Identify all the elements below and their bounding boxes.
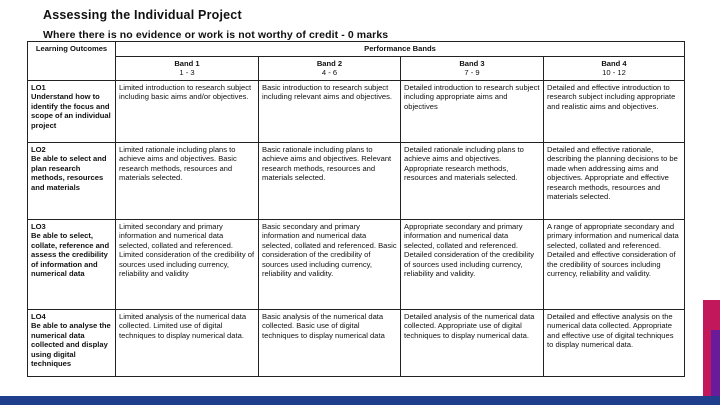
band-cell xyxy=(259,81,401,143)
criteria-text: Detailed analysis of the numerical data collected. Appropriate use of digital techniques to display numerical data. xyxy=(404,312,535,340)
learning-outcome-cell xyxy=(28,310,116,377)
band-marks: 1 - 3 xyxy=(179,68,195,78)
learning-outcome-text: Be able to select and plan research methods, resources and materials xyxy=(31,154,107,192)
criteria-text: Detailed rationale including plans to achieve aims and objectives. Appropriate research methods, resources and materials selected. xyxy=(404,145,524,183)
criteria-text: Limited rationale including plans to achieve aims and objectives. Basic research methods, resources and materials selected. xyxy=(119,145,237,183)
learning-outcome-text: Be able to select, collate, reference and assess the credibility of information and numerical data xyxy=(31,231,110,279)
band-cell xyxy=(544,143,685,220)
band-marks: 7 - 9 xyxy=(464,68,480,78)
performance-bands-header: Performance Bands xyxy=(116,42,685,57)
band-cell xyxy=(401,220,544,310)
criteria-text: Detailed and effective analysis on the numerical data collected. Appropriate and effective use of digital techniques to display numerical data. xyxy=(547,312,674,350)
band-cell xyxy=(544,310,685,377)
table-row xyxy=(28,310,685,377)
band-cell xyxy=(401,143,544,220)
criteria-text: Basic analysis of the numerical data collected. Basic use of digital techniques to display numerical data xyxy=(262,312,385,340)
band-label: Band 4 xyxy=(601,59,627,68)
band-cell xyxy=(401,81,544,143)
band-header xyxy=(544,57,685,81)
learning-outcome-code: LO2 xyxy=(31,145,46,154)
band-label: Band 2 xyxy=(316,59,343,68)
band-cell xyxy=(401,310,544,377)
band-label: Band 1 xyxy=(174,59,200,68)
learning-outcome-cell xyxy=(28,143,116,220)
band-header xyxy=(259,57,401,81)
criteria-text: Limited introduction to research subject including basic aims and/or objectives. xyxy=(119,83,252,102)
criteria-text: Detailed introduction to research subject including appropriate aims and objectives xyxy=(404,83,540,111)
band-cell xyxy=(116,143,259,220)
band-cell xyxy=(116,81,259,143)
band-cell xyxy=(544,220,685,310)
criteria-text: Appropriate secondary and primary information and numerical data selected, collated and referenced. Detailed consideration of the credibility of sources used including currency, reliability and validity. xyxy=(404,222,535,279)
band-header xyxy=(116,57,259,81)
band-cell xyxy=(116,310,259,377)
page-title: Assessing the Individual Project xyxy=(43,8,242,22)
learning-outcome-cell xyxy=(28,220,116,310)
criteria-text: Basic introduction to research subject including relevant aims and objectives. xyxy=(262,83,393,102)
criteria-text: Limited secondary and primary information and numerical data selected, collated and referenced. Limited consideration of the credibility of sources used including currency, reliability and validity xyxy=(119,222,255,279)
band-cell xyxy=(259,220,401,310)
assessment-rubric-table xyxy=(27,41,685,377)
band-label: Band 3 xyxy=(459,59,485,68)
criteria-text: Detailed and effective rationale, describing the planning decisions to be made when addressing aims and objectives. Appropriate and effective research methods, resources and materials selected. xyxy=(547,145,678,202)
learning-outcome-text: Understand how to identify the focus and scope of an individual project xyxy=(31,92,111,130)
learning-outcomes-header: Learning Outcomes xyxy=(28,42,116,81)
page-subtitle: Where there is no evidence or work is not worthy of credit - 0 marks xyxy=(43,29,389,41)
learning-outcome-cell xyxy=(28,81,116,143)
criteria-text: Detailed and effective introduction to research subject including appropriate and realistic aims and objectives. xyxy=(547,83,676,111)
learning-outcome-code: LO3 xyxy=(31,222,46,231)
table-row xyxy=(28,81,685,143)
band-cell xyxy=(544,81,685,143)
criteria-text: Basic secondary and primary information and numerical data selected, collated and referenced. Basic consideration of the credibility of sources used including currency, reliability and validity. xyxy=(262,222,397,279)
band-cell xyxy=(259,310,401,377)
band-marks: 10 - 12 xyxy=(602,68,626,78)
criteria-text: Limited analysis of the numerical data collected. Limited use of digital techniques to display numerical data. xyxy=(119,312,247,340)
learning-outcome-text: Be able to analyse the numerical data collected and display using digital techniques xyxy=(31,321,111,369)
band-cell xyxy=(259,143,401,220)
learning-outcome-code: LO1 xyxy=(31,83,46,92)
criteria-text: A range of appropriate secondary and primary information and numerical data selected, collated and referenced. Detailed and effective consideration of the credibility of sources including currency, reliability and validity. xyxy=(547,222,679,279)
criteria-text: Basic rationale including plans to achieve aims and objectives. Relevant research methods, resources and materials selected. xyxy=(262,145,392,183)
band-cell xyxy=(116,220,259,310)
table-row xyxy=(28,143,685,220)
band-marks: 4 - 6 xyxy=(321,68,338,78)
table-row xyxy=(28,220,685,310)
decorative-accent-bar-dark xyxy=(711,330,720,405)
band-header xyxy=(401,57,544,81)
footer-strip xyxy=(0,396,720,405)
learning-outcome-code: LO4 xyxy=(31,312,46,321)
